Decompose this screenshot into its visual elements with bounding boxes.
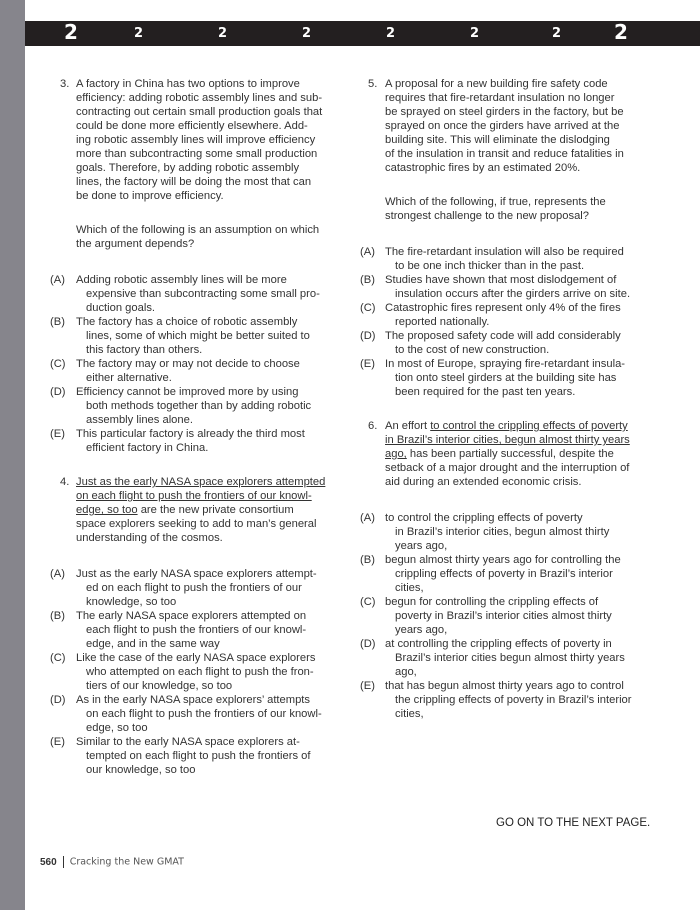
choice-label: (E) [50,428,65,440]
choice-label: (C) [360,596,376,608]
section-number: 2 [552,26,562,41]
choice-text [385,637,625,679]
underlined-portion: on each flight to push the frontiers of our knowl- [76,490,312,502]
stem-line: understanding of the cosmos. [76,532,223,544]
choice-line: edge, so too [86,722,148,734]
choice-label: (A) [50,274,65,286]
choice-line: cities, [395,582,424,594]
choice-line: tiers of our knowledge, so too [86,680,233,692]
stem-text [76,475,325,545]
stem-text [76,77,322,203]
choice-line: years ago, [395,540,448,552]
stem-line: efficiency: adding robotic assembly lines and sub- [76,92,323,104]
choice-line: expensive than subcontracting some small pro- [86,288,320,300]
stem-line: sprayed on once the girders have arrived at the [385,120,620,132]
stem-text [385,419,630,489]
stem-line: A factory in China has two options to improve [76,78,300,90]
stem-line: the argument depends? [76,238,195,250]
choice-text [385,595,612,637]
stem-line: Which of the following is an assumption on which [76,224,320,236]
choice-text [76,735,311,777]
stem-line: building site. This will eliminate the dislodging [385,134,610,146]
section-number: 2 [614,20,628,44]
choice-line: As in the early NASA space explorers’ attempts [76,694,311,706]
choice-label: (C) [360,302,376,314]
choice-line: Adding robotic assembly lines will be more [76,274,287,286]
section-number: 2 [64,20,78,44]
stem-line: be done to improve efficiency. [76,190,224,202]
section-header-bar [25,21,700,46]
section-number: 2 [218,26,228,41]
choice-label: (A) [360,512,375,524]
choice-text [76,693,322,735]
stem-line [385,447,630,461]
choice-label: (B) [50,610,65,622]
choice-text [385,273,630,301]
stem-text-segment: An effort [385,420,431,432]
section-number: 2 [134,26,144,41]
stem-line: contracting out certain small production goals that [76,106,323,118]
choice-text [385,679,632,721]
choice-text [385,329,621,357]
choice-line: knowledge, so too [86,596,177,608]
choice-line: our knowledge, so too [86,764,196,776]
choice-label: (E) [360,358,375,370]
choice-line: on each flight to push the frontiers of our knowl- [86,708,322,720]
choice-line: that has begun almost thirty years ago to control [385,680,624,692]
choice-label: (D) [360,638,376,650]
choice-line: Catastrophic fires represent only 4% of the fires [385,302,621,314]
choice-label: (B) [360,274,375,286]
choice-line: to be one inch thicker than in the past. [395,260,585,272]
choice-label: (D) [50,386,66,398]
choice-line: ago, [395,666,417,678]
choice-line: at controlling the crippling effects of poverty in [385,638,612,650]
stem-line: A proposal for a new building fire safety code [385,78,608,90]
stem-line: lines, the factory will be doing the most that can [76,176,312,188]
question-number: 6. [368,420,378,432]
choice-line: to the cost of new construction. [395,344,550,356]
stem-line [76,503,325,517]
question-number: 3. [60,78,70,90]
choice-line: crippling effects of poverty in Brazil’s interior [395,568,613,580]
page-number: 560 [40,856,57,868]
underlined-portion: in Brazil’s interior cities, begun almost thirty years [385,434,630,446]
choice-line: years ago, [395,624,448,636]
footer-divider [63,856,64,868]
choice-line: this factory than others. [86,344,203,356]
go-on-notice: GO ON TO THE NEXT PAGE. [496,817,651,829]
choice-label: (D) [50,694,66,706]
section-number: 2 [386,26,396,41]
choice-text [76,651,315,693]
underlined-portion: Just as the early NASA space explorers attempted [76,476,326,488]
choice-line: The factory has a choice of robotic assembly [76,316,298,328]
choice-label: (C) [50,358,66,370]
stem-text [385,195,606,223]
choice-line: duction goals. [86,302,156,314]
choice-text [385,245,624,273]
choice-line: The factory may or may not decide to choose [76,358,300,370]
choice-text [76,315,310,357]
stem-line [76,489,325,503]
choice-line: begun almost thirty years ago for controlling the [385,554,621,566]
choice-text [76,609,306,651]
choice-line: edge, and in the same way [86,638,220,650]
stem-text-segment: are the new private consortium [137,504,294,516]
choice-label: (C) [50,652,66,664]
choice-line: This particular factory is already the third most [76,428,305,440]
stem-line: aid during an extended economic crisis. [385,476,582,488]
stem-line [76,475,325,489]
choice-label: (A) [360,246,375,258]
choice-line: efficient factory in China. [86,442,209,454]
choice-text [76,567,317,609]
underlined-portion: to control the crippling effects of poverty [430,420,628,432]
stem-line: strongest challenge to the new proposal? [385,210,589,222]
choice-line: Efficiency cannot be improved more by using [76,386,299,398]
choice-text [76,385,311,427]
choice-text [385,357,625,399]
stem-line: more than subcontracting some small production [76,148,318,160]
choice-line: who attempted on each flight to push the fron- [86,666,314,678]
underlined-portion: ago, [385,448,407,460]
choice-line: reported nationally. [395,316,490,328]
stem-line [385,433,630,447]
page-edge-tab [0,0,25,910]
stem-line: Which of the following, if true, represents the [385,196,606,208]
stem-line: catastrophic fires by an estimated 20%. [385,162,581,174]
choice-line: in Brazil’s interior cities, begun almost thirty [395,526,610,538]
choice-line: to control the crippling effects of poverty [385,512,583,524]
choice-line: The early NASA space explorers attempted on [76,610,307,622]
choice-line: Just as the early NASA space explorers attempt- [76,568,317,580]
stem-line: goals. Therefore, by adding robotic assembly [76,162,300,174]
choice-label: (B) [50,316,65,328]
choice-line: In most of Europe, spraying fire-retardant insula- [385,358,626,370]
choice-label: (D) [360,330,376,342]
choice-label: (E) [360,680,375,692]
stem-line: setback of a major drought and the interruption of [385,462,630,474]
choice-line: begun for controlling the crippling effects of [385,596,599,608]
stem-text [76,223,319,251]
choice-text [385,511,609,553]
choice-line: the crippling effects of poverty in Brazil’s interior [395,694,632,706]
choice-label: (E) [50,736,65,748]
choice-label: (B) [360,554,375,566]
choice-line: cities, [395,708,424,720]
choice-line: The proposed safety code will add considerably [385,330,621,342]
choice-text [76,357,300,385]
stem-line [385,419,630,433]
choice-line: tempted on each flight to push the frontiers of [86,750,311,762]
choice-line: insulation occurs after the girders arrive on site. [395,288,631,300]
choice-line: Brazil’s interior cities begun almost thirty years [395,652,625,664]
choice-line: ed on each flight to push the frontiers of our [86,582,302,594]
choice-line: Like the case of the early NASA space explorers [76,652,316,664]
choice-line: poverty in Brazil’s interior cities almost thirty [395,610,612,622]
stem-line: requires that fire-retardant insulation no longer [385,92,615,104]
choice-text [76,427,305,455]
section-number: 2 [302,26,312,41]
question-number: 5. [368,78,378,90]
stem-line: ing robotic assembly lines will improve efficiency [76,134,316,146]
stem-line: be sprayed on steel girders in the factory, but be [385,106,624,118]
choice-line: each flight to push the frontiers of our knowl- [86,624,307,636]
underlined-portion: edge, so too [76,504,138,516]
stem-line: space explorers seeking to add to man’s general [76,518,317,530]
stem-text [385,77,624,175]
choice-text [385,301,621,329]
choice-line: been required for the past ten years. [395,386,576,398]
choice-line: assembly lines alone. [86,414,193,426]
choice-line: both methods together than by adding robotic [86,400,312,412]
choice-line: The fire-retardant insulation will also be required [385,246,624,258]
question-number: 4. [60,476,70,488]
stem-text-segment: has been partially successful, despite the [406,448,614,460]
choice-line: Similar to the early NASA space explorers at- [76,736,300,748]
stem-line: could be done more efficiently elsewhere. Add- [76,120,308,132]
choice-text [385,553,621,595]
section-number: 2 [470,26,480,41]
choice-label: (A) [50,568,65,580]
book-title: Cracking the New GMAT [69,856,184,868]
stem-line: of the insulation in transit and reduce fatalities in [385,148,624,160]
choice-text [76,273,320,315]
choice-line: lines, some of which might be better suited to [86,330,310,342]
choice-line: either alternative. [86,372,172,384]
page-footer [40,856,184,868]
choice-line: tion onto steel girders at the building site has [395,372,617,384]
choice-line: Studies have shown that most dislodgement of [385,274,617,286]
